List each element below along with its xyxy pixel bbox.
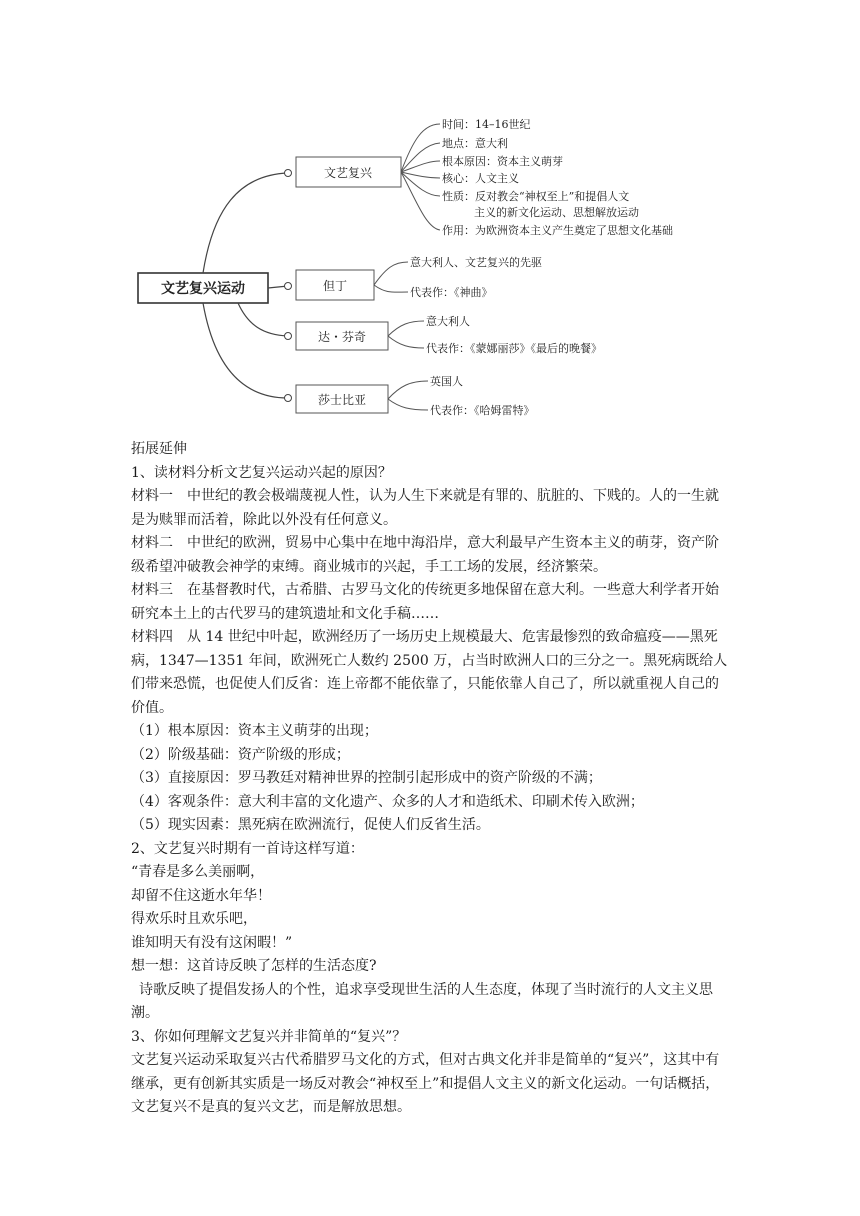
question-1: 1、读材料分析文艺复兴运动兴起的原因？ (131, 464, 392, 481)
connector-dante-detail (374, 262, 408, 285)
connector-root-to-branch-4 (203, 303, 288, 398)
node-dot-2 (285, 283, 292, 290)
renaissance-detail: 地点：意大利 (442, 137, 508, 150)
connector-renaissance-detail (401, 161, 440, 172)
renaissance-detail: 作用：为欧洲资本主义产生奠定了思想文化基础 (442, 224, 673, 237)
dante-detail: 意大利人、文艺复兴的先驱 (410, 256, 542, 269)
answer-item: （1）根本原因：资本主义萌芽的出现； (131, 723, 378, 739)
mind-map (128, 100, 728, 440)
section-title: 拓展延伸 (131, 441, 187, 457)
renaissance-detail: 主义的新文化运动、思想解放运动 (474, 206, 639, 219)
connector-shakespeare-detail (388, 399, 428, 410)
material-3: 材料三 在基督教时代，古希腊、古罗马文化的传统更多地保留在意大利。一些意大利学者开始研究本土上的古代罗马的建筑遗址和文化手稿…… (131, 582, 719, 622)
node-dot-3 (285, 333, 292, 340)
davinci-detail: 意大利人 (426, 315, 470, 328)
mind-map-canvas (128, 100, 728, 440)
renaissance-detail: 时间：14–16世纪 (442, 118, 531, 131)
renaissance-detail: 性质：反对教会“神权至上”和提倡人文 (442, 190, 630, 203)
branch-label-davinci: 达・芬奇 (317, 330, 367, 344)
connector-davinci-detail (388, 336, 424, 348)
dante-detail: 代表作：《神曲》 (410, 286, 493, 299)
think-prompt: 想一想：这首诗反映了怎样的生活态度? (131, 958, 377, 974)
connector-root-to-branch-3 (238, 303, 288, 336)
connector-shakespeare-detail (388, 381, 428, 399)
renaissance-detail: 根本原因：资本主义萌芽 (442, 155, 563, 168)
mindmap-root-label: 文艺复兴运动 (161, 281, 245, 297)
connector-davinci-detail (388, 321, 424, 336)
question-3: 3、你如何理解文艺复兴并非简单的“复兴”？ (131, 1028, 407, 1045)
question-2: 2、文艺复兴时期有一首诗这样写道： (131, 840, 364, 857)
answer-item: （2）阶级基础：资产阶级的形成； (131, 746, 350, 763)
shakespeare-detail: 英国人 (430, 375, 463, 388)
poem-line: 谁知明天有没有这闲暇！” (131, 934, 293, 951)
text-body (131, 438, 731, 1120)
poem-line: 却留不住这逝水年华！ (131, 887, 271, 904)
answer-item: （5）现实因素：黑死病在欧洲流行，促使人们反省生活。 (131, 817, 490, 833)
node-dot-4 (285, 395, 292, 402)
answer-item: （3）直接原因：罗马教廷对精神世界的控制引起形成中的资产阶级的不满； (131, 770, 602, 786)
renaissance-detail: 核心：人文主义 (442, 172, 519, 185)
material-4: 材料四 从 14 世纪中叶起，欧洲经历了一场历史上规模最大、危害最惨烈的致命瘟疫——黑死病，1347—1351 年间，欧洲死亡人数约 2500 万，占当时欧洲人口的三分之一。黑死病既给人们带来恐慌，也促使人们反省：连上帝都不能依靠了，只能依靠人自己了，所以就重视人自己的价值。 (131, 629, 728, 716)
question-3-answer: 文艺复兴运动采取复兴古代希腊罗马文化的方式，但对古典文化并非是简单的“复兴”，这其中有继承，更有创新其实质是一场反对教会“神权至上”和提倡人文主义的新文化运动。一句话概括，文艺复兴不是真的复兴文艺，而是解放思想。 (131, 1052, 720, 1115)
shakespeare-detail: 代表作：《哈姆雷特》 (430, 404, 535, 417)
connector-root-to-branch-1 (203, 173, 288, 273)
connector-dante-detail (374, 285, 408, 292)
answer-item: （4）客观条件：意大利丰富的文化遗产、众多的人才和造纸术、印刷术传入欧洲； (131, 793, 644, 810)
branch-label-renaissance: 文艺复兴 (323, 166, 373, 180)
davinci-detail: 代表作：《蒙娜丽莎》《最后的晚餐》 (426, 342, 602, 355)
branch-label-shakespeare: 莎士比亚 (317, 393, 367, 407)
material-2: 材料二 中世纪的欧洲，贸易中心集中在地中海沿岸，意大利最早产生资本主义的萌芽，资产阶级希望冲破教会神学的束缚。商业城市的兴起，手工工场的发展，经济繁荣。 (131, 535, 719, 575)
node-dot-1 (285, 170, 292, 177)
connector-renaissance-detail (401, 172, 440, 230)
material-1: 材料一 中世纪的教会极端蔑视人性，认为人生下来就是有罪的、肮脏的、下贱的。人的一生就是为赎罪而活着，除此以外没有任何意义。 (131, 488, 719, 528)
poem-line: 得欢乐时且欢乐吧， (131, 911, 257, 927)
branch-label-dante: 但丁 (322, 279, 348, 293)
poem-line: “青春是多么美丽啊， (131, 864, 265, 880)
think-answer: 诗歌反映了提倡发扬人的个性，追求享受现世生活的人生态度，体现了当时流行的人文主义思潮。 (131, 981, 713, 1021)
